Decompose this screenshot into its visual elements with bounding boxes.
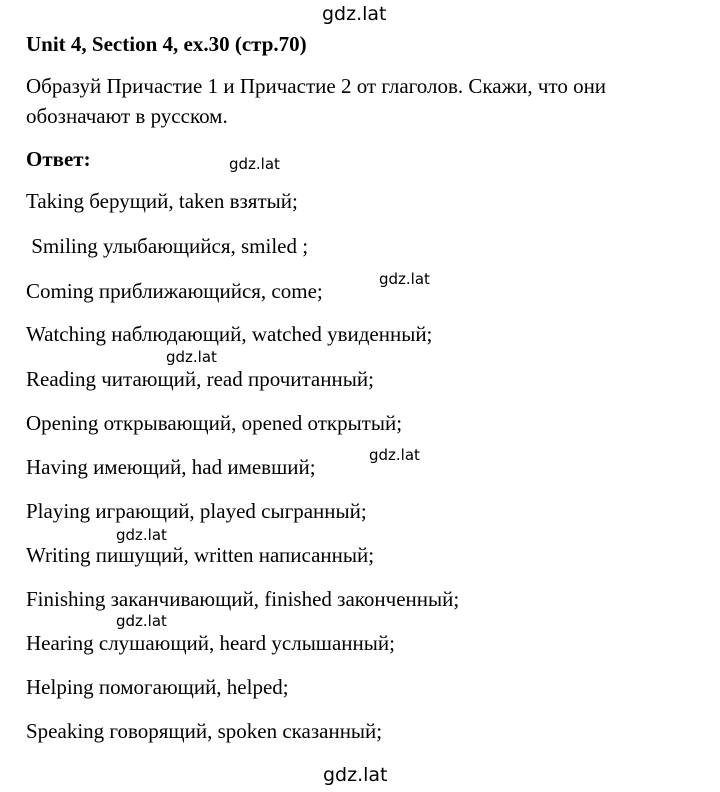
task-text: Образуй Причастие 1 и Причастие 2 от глаголов. Скажи, что они обозначают в русском. — [26, 74, 607, 128]
answer-line-speaking: Speaking говорящий, spoken сказанный; — [26, 719, 383, 743]
watermark: gdz.lat — [379, 270, 430, 288]
watermark-top: gdz.lat — [322, 3, 387, 25]
answer-line-smiling: Smiling улыбающийся, smiled ; — [26, 234, 309, 258]
watermark-bottom: gdz.lat — [323, 764, 388, 786]
answer-line-watching: Watching наблюдающий, watched увиденный; — [26, 322, 433, 346]
watermark: gdz.lat — [229, 155, 280, 173]
answer-line-helping: Helping помогающий, helped; — [26, 675, 289, 699]
answer-line-taking: Taking берущий, taken взятый; — [26, 189, 298, 213]
answer-line-reading: Reading читающий, read прочитанный; — [26, 367, 374, 391]
watermark: gdz.lat — [369, 446, 420, 464]
watermark: gdz.lat — [116, 612, 167, 630]
answer-line-coming: Coming приближающийся, come; — [26, 279, 323, 303]
watermark: gdz.lat — [116, 526, 167, 544]
page-title: Unit 4, Section 4, ex.30 (стр.70) — [26, 32, 307, 56]
answer-line-opening: Opening открывающий, opened открытый; — [26, 411, 403, 435]
answer-line-hearing: Hearing слушающий, heard услышанный; — [26, 631, 395, 655]
answer-line-writing: Writing пишущий, written написанный; — [26, 543, 375, 567]
answer-line-playing: Playing играющий, played сыгранный; — [26, 499, 367, 523]
answer-line-finishing: Finishing заканчивающий, finished законченный; — [26, 587, 460, 611]
watermark: gdz.lat — [166, 348, 217, 366]
answer-line-having: Having имеющий, had имевший; — [26, 455, 316, 479]
answer-label: Ответ: — [26, 147, 91, 171]
